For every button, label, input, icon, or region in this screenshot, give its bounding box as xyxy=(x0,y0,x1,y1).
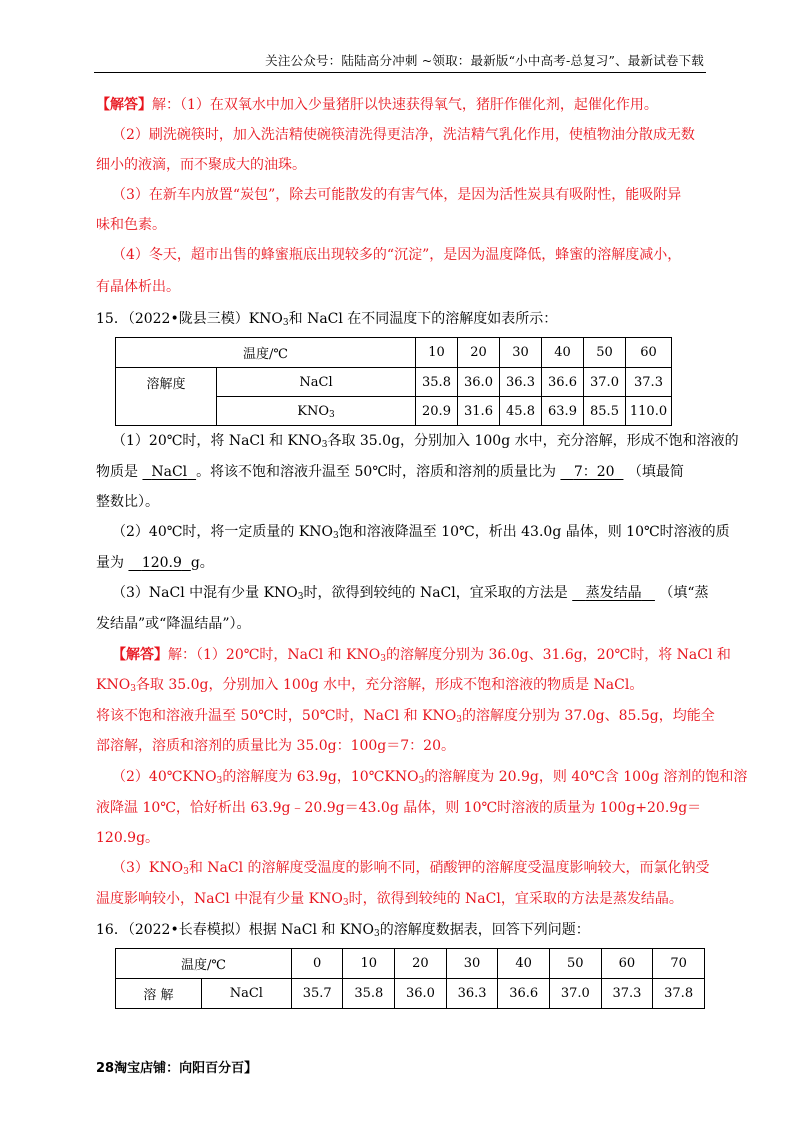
q15-temp-cell: 20 xyxy=(458,338,500,368)
q16-temp-cell: 70 xyxy=(653,949,705,979)
q15-part-1-line-1: （1）20℃时，将 NaCl 和 $KNO_3$各取 35.0g，分别加入 100g 水中，充分溶解，形成不饱和溶液的 xyxy=(112,433,739,450)
q16-solubility-label: 溶 解 xyxy=(116,979,202,1009)
q15-solution-line-2: $KNO_3$各取 35.0g，分别加入 100g 水中，充分溶解，形成不饱和溶液的物质是 NaCl。 xyxy=(96,677,644,694)
q16-temp-cell: 60 xyxy=(601,949,653,979)
q16-temp-cell: 0 xyxy=(291,949,343,979)
page-header: 关注公众号：陆陆高分冲刺 ~领取：最新版“小中高考-总复习”、最新试卷下载 xyxy=(265,53,704,68)
page-footer: 28淘宝店铺：向阳百分百】 xyxy=(96,1061,258,1076)
q15-temp-cell: 60 xyxy=(626,338,672,368)
q15-temp-label: 温度/℃ xyxy=(116,338,416,368)
q16-temp-cell: 50 xyxy=(549,949,601,979)
answer-blank-1: NaCl xyxy=(151,464,188,480)
q15-temp-cell: 50 xyxy=(584,338,626,368)
q15-temp-cell: 40 xyxy=(542,338,584,368)
q16-nacl-cell: 36.3 xyxy=(446,979,498,1009)
q15-solution-line-1: 【解答】解：（1）20℃时，NaCl 和 $KNO_3$的溶解度分别为 36.0g、31.6g，20℃时，将 NaCl 和 xyxy=(112,647,731,664)
q15-solution-line-9: 温度影响较小，NaCl 中混有少量 $KNO_3$时，欲得到较纯的 NaCl，宜采取的方法是蒸发结晶。 xyxy=(96,891,683,908)
answer-14-line-6: （4）冬天，超市出售的蜂蜜瓶底出现较多的“沉淀”，是因为温度降低，蜂蜜的溶解度减小， xyxy=(112,247,682,263)
q15-part-1-line-3: 整数比）。 xyxy=(96,494,159,510)
q15-nacl-label: NaCl xyxy=(217,368,416,397)
q15-solution-line-6: 液降温 10℃，恰好析出 63.9g﹣20.9g＝43.0g 晶体，则 10℃时溶液的质量为 100g+20.9g＝ xyxy=(96,800,702,816)
question-15-title: 15．（2022•陇县三模）$KNO_3$和 NaCl 在不同温度下的溶解度如表所示： xyxy=(96,311,558,328)
question-16-title: 16．（2022•长春模拟）根据 NaCl 和 $KNO_3$的溶解度数据表，回答下列问题： xyxy=(96,922,590,939)
q16-solubility-table xyxy=(115,948,705,1009)
q16-nacl-cell: 37.8 xyxy=(653,979,705,1009)
q15-solution-line-4: 部溶解，溶质和溶剂的质量比为 35.0g：100g＝7：20。 xyxy=(96,738,455,754)
q16-nacl-cell: 35.7 xyxy=(291,979,343,1009)
q15-solubility-label: 溶解度 xyxy=(116,368,217,426)
q15-kno3-label: $KNO_3$ xyxy=(217,397,416,426)
q16-temp-cell: 20 xyxy=(395,949,447,979)
q15-solution-line-8: $(3)KNO_3$和 NaCl 的溶解度受温度的影响不同，硝酸钾的溶解度受温度影响较大，而氯化钠受 xyxy=(112,860,710,877)
q15-kno3-cell: 85.5 xyxy=(584,397,626,426)
q15-part-2-line-2: 量为 120.9 g。 xyxy=(96,555,214,571)
answer-14-line-7: 有晶体析出。 xyxy=(96,279,180,295)
q15-kno3-cell: 110.0 xyxy=(626,397,672,426)
answer-14-line-4: （3）在新车内放置“炭包”，除去可能散发的有害气体，是因为活性炭具有吸附性，能吸附异 xyxy=(112,187,682,203)
answer-blank-4: 蒸发结晶 xyxy=(585,585,642,601)
q15-kno3-cell: 45.8 xyxy=(500,397,542,426)
q15-kno3-cell: 31.6 xyxy=(458,397,500,426)
q15-part-3-line-2: 发结晶”或“降温结晶”）。 xyxy=(96,616,251,632)
q16-temp-cell: 10 xyxy=(343,949,395,979)
q15-temp-cell: 10 xyxy=(416,338,458,368)
q15-temp-cell: 30 xyxy=(500,338,542,368)
q15-kno3-cell: 63.9 xyxy=(542,397,584,426)
q16-nacl-cell: 37.3 xyxy=(601,979,653,1009)
header-divider xyxy=(94,72,706,73)
q15-nacl-cell: 36.0 xyxy=(458,368,500,397)
answer-14-line-1: 【解答】解：（1）在双氧水中加入少量猪肝以快速获得氧气，猪肝作催化剂，起催化作用。 xyxy=(96,97,658,113)
q16-temp-cell: 30 xyxy=(446,949,498,979)
answer-14-line-5: 味和色素。 xyxy=(96,217,166,233)
answer-14-line-2: （2）刷洗碗筷时，加入洗洁精使碗筷清洗得更洁净，洗洁精气乳化作用，使植物油分散成无数 xyxy=(112,127,695,143)
q16-nacl-label: NaCl xyxy=(201,979,291,1009)
q15-solubility-table xyxy=(115,337,672,426)
q15-part-2-line-1: （2）40℃时，将一定质量的 $KNO_3$饱和溶液降温至 10℃，析出 43.0g 晶体，则 10℃时溶液的质 xyxy=(112,524,730,541)
q15-solution-line-7: 120.9g。 xyxy=(96,830,160,846)
q16-nacl-cell: 36.0 xyxy=(395,979,447,1009)
q16-nacl-cell: 37.0 xyxy=(549,979,601,1009)
q15-nacl-cell: 36.6 xyxy=(542,368,584,397)
q16-nacl-cell: 35.8 xyxy=(343,979,395,1009)
q15-nacl-cell: 35.8 xyxy=(416,368,458,397)
q15-nacl-cell: 36.3 xyxy=(500,368,542,397)
q16-temp-cell: 40 xyxy=(498,949,550,979)
q15-part-3-line-1: （3）NaCl 中混有少量 $KNO_3$时，欲得到较纯的 NaCl，宜采取的方法是 蒸发结晶 （填“蒸 xyxy=(112,585,709,602)
q15-part-1-line-2: 物质是 NaCl 。将该不饱和溶液升温至 50℃时，溶质和溶剂的质量比为 7：20 （填最简 xyxy=(96,464,684,480)
q16-temp-label: 温度/℃ xyxy=(116,949,292,979)
answer-blank-2: 7：20 xyxy=(573,464,615,480)
q15-solution-line-3: 将该不饱和溶液升温至 50℃时，50℃时，NaCl 和 $KNO_3$的溶解度分别为 37.0g、85.5g，均能全 xyxy=(96,708,715,725)
q15-nacl-cell: 37.3 xyxy=(626,368,672,397)
q15-kno3-cell: 20.9 xyxy=(416,397,458,426)
q16-nacl-cell: 36.6 xyxy=(498,979,550,1009)
answer-blank-3: 120.9 xyxy=(141,555,182,571)
q15-nacl-cell: 37.0 xyxy=(584,368,626,397)
answer-14-line-3: 细小的液滴，而不聚成大的油珠。 xyxy=(96,157,306,173)
q15-solution-line-5: $(2)40℃KNO_3$的溶解度为 63.9g，$10℃KNO_3$的溶解度为 20.9g，则 40℃含 100g 溶剂的饱和溶 xyxy=(112,769,748,786)
